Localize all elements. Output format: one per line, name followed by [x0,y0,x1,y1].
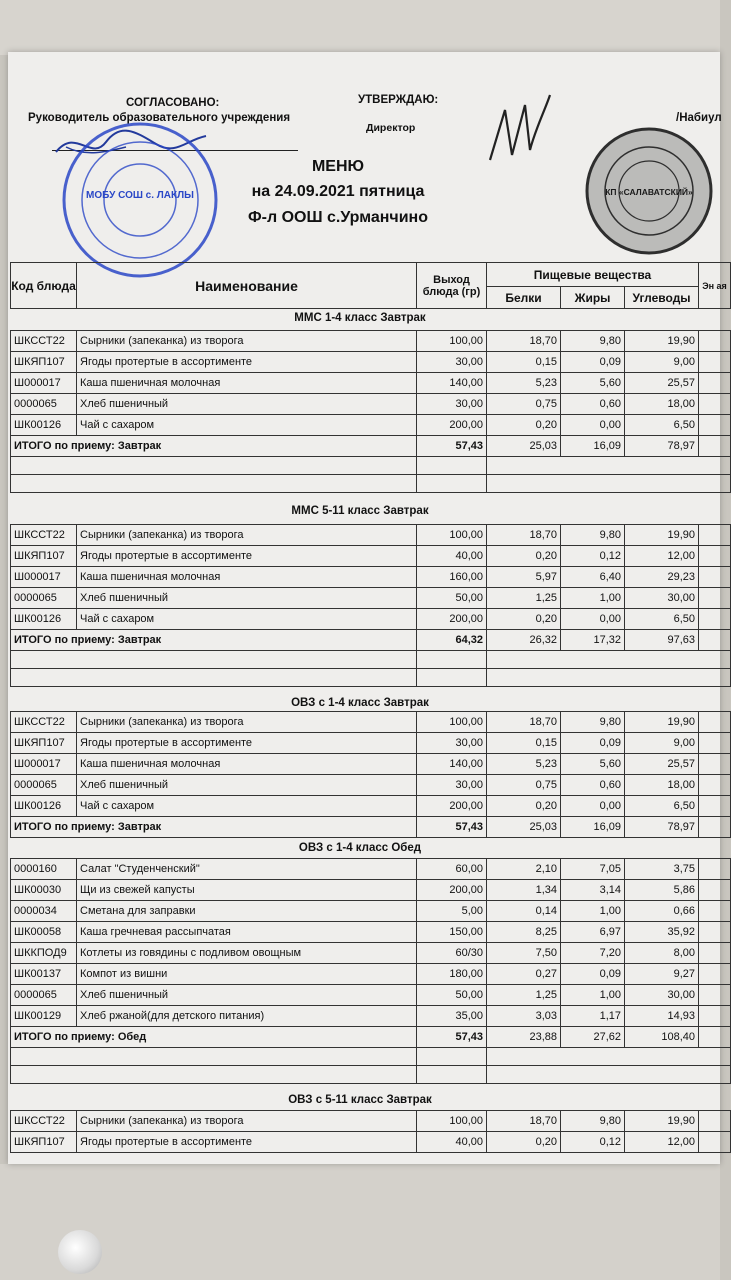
dish-carbs: 18,00 [625,394,699,415]
table-row [11,373,731,394]
dish-fat: 1,17 [561,1006,625,1027]
dish-code: ШКЯП107 [11,546,77,567]
dish-carbs: 9,00 [625,352,699,373]
dish-protein: 0,75 [487,394,561,415]
dish-name: Каша пшеничная молочная [77,373,417,394]
dish-energy [699,1111,731,1132]
total-row [11,817,731,838]
total-protein: 25,03 [487,436,561,457]
dish-fat: 0,00 [561,796,625,817]
dish-carbs: 3,75 [625,859,699,880]
supplier-stamp-text: КП «САЛАВАТСКИЙ» [605,187,693,197]
dish-code: 0000065 [11,588,77,609]
dish-energy [699,733,731,754]
table-row [11,525,731,546]
dish-name: Компот из вишни [77,964,417,985]
dish-code: ШК00126 [11,609,77,630]
total-fat: 27,62 [561,1027,625,1048]
dish-carbs: 6,50 [625,796,699,817]
dish-carbs: 14,93 [625,1006,699,1027]
dish-yield: 50,00 [417,588,487,609]
total-protein: 25,03 [487,817,561,838]
section-title: ОВЗ с 1-4 класс Завтрак [291,697,429,709]
dish-carbs: 18,00 [625,775,699,796]
dish-yield: 200,00 [417,796,487,817]
dish-protein: 3,03 [487,1006,561,1027]
dish-protein: 0,20 [487,415,561,436]
school-stamp-text: МОБУ СОШ с. ЛАКЛЫ [86,190,194,201]
dish-code: Ш000017 [11,754,77,775]
dish-energy [699,754,731,775]
dish-energy [699,609,731,630]
dish-yield: 180,00 [417,964,487,985]
dish-code: ШКЯП107 [11,1132,77,1153]
table-row [11,775,731,796]
dish-carbs: 12,00 [625,546,699,567]
dish-fat: 7,05 [561,859,625,880]
table-row [11,1006,731,1027]
dish-carbs: 30,00 [625,588,699,609]
table-row [11,588,731,609]
approve-name: /Набиул [676,112,722,124]
empty-cell [417,457,487,475]
dish-yield: 160,00 [417,567,487,588]
empty-cell [417,475,487,493]
dish-carbs: 19,90 [625,1111,699,1132]
dish-code: ШКССТ22 [11,331,77,352]
dish-carbs: 0,66 [625,901,699,922]
dish-fat: 1,00 [561,901,625,922]
dish-name: Салат "Студенченский" [77,859,417,880]
dish-code: 0000034 [11,901,77,922]
dish-energy [699,712,731,733]
col-nutrients: Пищевые вещества [487,263,699,287]
dish-energy [699,943,731,964]
col-name: Наименование [77,263,417,309]
table-row [11,712,731,733]
dish-energy [699,1006,731,1027]
title-school: Ф-л ООШ с.Урманчино [247,209,428,226]
menu-table [10,858,731,1084]
dish-fat: 9,80 [561,525,625,546]
dish-protein: 0,75 [487,775,561,796]
dish-name: Сметана для заправки [77,901,417,922]
agreed-label: СОГЛАСОВАНО: [126,97,220,109]
dish-name: Сырники (запеканка) из творога [77,331,417,352]
dish-energy [699,588,731,609]
dish-name: Хлеб пшеничный [77,775,417,796]
dish-fat: 1,00 [561,588,625,609]
dish-code: Ш000017 [11,373,77,394]
dish-code: ШК00129 [11,1006,77,1027]
dish-yield: 40,00 [417,546,487,567]
dish-fat: 0,00 [561,415,625,436]
empty-row [11,651,731,669]
dish-yield: 60/30 [417,943,487,964]
dish-yield: 30,00 [417,775,487,796]
dish-carbs: 29,23 [625,567,699,588]
dish-name: Ягоды протертые в ассортименте [77,733,417,754]
dish-name: Каша пшеничная молочная [77,567,417,588]
dish-protein: 0,20 [487,1132,561,1153]
dish-name: Хлеб пшеничный [77,394,417,415]
dish-protein: 18,70 [487,1111,561,1132]
dish-energy [699,964,731,985]
empty-row [11,475,731,493]
dish-carbs: 12,00 [625,1132,699,1153]
table-row [11,733,731,754]
dish-fat: 6,97 [561,922,625,943]
dish-energy [699,775,731,796]
dish-code: 0000065 [11,394,77,415]
dish-carbs: 19,90 [625,712,699,733]
dish-code: ШК00137 [11,964,77,985]
table-row [11,1111,731,1132]
empty-cell [417,669,487,687]
dish-yield: 30,00 [417,733,487,754]
col-carbs: Углеводы [625,287,699,309]
supplier-stamp [584,126,714,256]
dish-energy [699,901,731,922]
col-energy: Эн ая [699,263,731,309]
table-row [11,901,731,922]
dish-carbs: 8,00 [625,943,699,964]
dish-protein: 5,23 [487,373,561,394]
dish-protein: 0,15 [487,733,561,754]
total-label: ИТОГО по приему: Обед [11,1027,417,1048]
dish-fat: 0,12 [561,1132,625,1153]
col-protein: Белки [487,287,561,309]
dish-carbs: 19,90 [625,525,699,546]
total-row [11,630,731,651]
dish-yield: 60,00 [417,859,487,880]
menu-table [10,1110,731,1153]
dish-yield: 100,00 [417,331,487,352]
menu-table [10,711,731,838]
dish-name: Сырники (запеканка) из творога [77,525,417,546]
dish-name: Хлеб пшеничный [77,985,417,1006]
dish-energy [699,796,731,817]
dish-code: ШКССТ22 [11,1111,77,1132]
dish-name: Ягоды протертые в ассортименте [77,1132,417,1153]
dish-carbs: 30,00 [625,985,699,1006]
approve-label: УТВЕРЖДАЮ: [358,94,439,106]
total-fat: 16,09 [561,436,625,457]
title-menu: МЕНЮ [311,158,365,175]
dish-carbs: 9,00 [625,733,699,754]
total-label: ИТОГО по приему: Завтрак [11,817,417,838]
total-energy [699,630,731,651]
total-row [11,1027,731,1048]
table-row [11,567,731,588]
table-row [11,415,731,436]
dish-yield: 200,00 [417,880,487,901]
col-code: Код блюда [11,263,77,309]
push-pin [58,1230,102,1274]
dish-carbs: 5,86 [625,880,699,901]
dish-protein: 0,20 [487,546,561,567]
dish-protein: 1,25 [487,588,561,609]
dish-yield: 100,00 [417,712,487,733]
dish-fat: 5,60 [561,373,625,394]
dish-yield: 140,00 [417,754,487,775]
dish-energy [699,394,731,415]
dish-protein: 0,20 [487,796,561,817]
dish-carbs: 35,92 [625,922,699,943]
total-row [11,436,731,457]
column-header [10,262,731,309]
empty-cell [487,1048,731,1066]
dish-name: Чай с сахаром [77,415,417,436]
dish-energy [699,1132,731,1153]
dish-energy [699,373,731,394]
total-label: ИТОГО по приему: Завтрак [11,630,417,651]
total-yield: 57,43 [417,1027,487,1048]
dish-fat: 1,00 [561,985,625,1006]
dish-name: Сырники (запеканка) из творога [77,1111,417,1132]
dish-protein: 0,27 [487,964,561,985]
empty-cell [487,1066,731,1084]
dish-name: Каша пшеничная молочная [77,754,417,775]
dish-carbs: 25,57 [625,373,699,394]
empty-cell [11,475,417,493]
dish-carbs: 9,27 [625,964,699,985]
dish-carbs: 6,50 [625,609,699,630]
dish-code: Ш000017 [11,567,77,588]
school-stamp-icon [60,120,220,280]
table-row [11,394,731,415]
empty-cell [11,1048,417,1066]
dish-fat: 0,00 [561,609,625,630]
dish-name: Чай с сахаром [77,609,417,630]
empty-row [11,457,731,475]
dish-carbs: 25,57 [625,754,699,775]
empty-cell [417,651,487,669]
table-row [11,880,731,901]
dish-protein: 0,20 [487,609,561,630]
dish-yield: 40,00 [417,1132,487,1153]
title-date: на 24.09.2021 пятница [251,183,425,200]
background-top [0,0,720,55]
empty-cell [11,1066,417,1084]
total-carbs: 78,97 [625,817,699,838]
empty-cell [11,651,417,669]
dish-fat: 9,80 [561,1111,625,1132]
director-signature-icon [480,90,560,180]
total-label: ИТОГО по приему: Завтрак [11,436,417,457]
table-row [11,331,731,352]
dish-fat: 0,12 [561,546,625,567]
dish-code: ШК00058 [11,922,77,943]
total-fat: 17,32 [561,630,625,651]
dish-yield: 50,00 [417,985,487,1006]
table-row [11,754,731,775]
dish-energy [699,352,731,373]
dish-energy [699,546,731,567]
dish-code: ШКЯП107 [11,352,77,373]
empty-cell [487,651,731,669]
dish-yield: 100,00 [417,525,487,546]
empty-row [11,669,731,687]
total-protein: 23,88 [487,1027,561,1048]
section-title: ММС 1-4 класс Завтрак [294,312,426,324]
total-carbs: 97,63 [625,630,699,651]
dish-fat: 6,40 [561,567,625,588]
dish-fat: 9,80 [561,331,625,352]
empty-cell [11,457,417,475]
dish-fat: 5,60 [561,754,625,775]
dish-protein: 18,70 [487,331,561,352]
dish-code: ШК00030 [11,880,77,901]
dish-protein: 18,70 [487,525,561,546]
empty-row [11,1066,731,1084]
col-fat: Жиры [561,287,625,309]
school-stamp [60,120,220,280]
total-fat: 16,09 [561,817,625,838]
dish-protein: 1,25 [487,985,561,1006]
dish-protein: 1,34 [487,880,561,901]
total-yield: 57,43 [417,817,487,838]
dish-name: Котлеты из говядины с подливом овощным [77,943,417,964]
dish-yield: 150,00 [417,922,487,943]
dish-name: Ягоды протертые в ассортименте [77,352,417,373]
dish-code: ШККПОД9 [11,943,77,964]
table-row [11,943,731,964]
dish-name: Чай с сахаром [77,796,417,817]
dish-energy [699,922,731,943]
background-wall [0,1164,720,1280]
dish-code: ШК00126 [11,415,77,436]
dish-protein: 5,23 [487,754,561,775]
empty-cell [417,1066,487,1084]
table-row [11,922,731,943]
dish-name: Хлеб пшеничный [77,588,417,609]
dish-energy [699,525,731,546]
total-energy [699,436,731,457]
dish-yield: 200,00 [417,609,487,630]
total-yield: 57,43 [417,436,487,457]
dish-fat: 9,80 [561,712,625,733]
dish-name: Каша гречневая рассыпчатая [77,922,417,943]
dish-protein: 18,70 [487,712,561,733]
agreed-role: Руководитель образовательного учреждения [28,112,291,124]
dish-code: 0000065 [11,985,77,1006]
dish-energy [699,880,731,901]
section-title: ОВЗ с 5-11 класс Завтрак [288,1094,432,1106]
table-row [11,546,731,567]
empty-cell [11,669,417,687]
table-row [11,985,731,1006]
section-title: ММС 5-11 класс Завтрак [291,505,429,517]
dish-fat: 0,09 [561,964,625,985]
empty-cell [487,457,731,475]
dish-name: Щи из свежей капусты [77,880,417,901]
total-carbs: 108,40 [625,1027,699,1048]
dish-fat: 0,09 [561,733,625,754]
approve-role: Директор [366,122,416,134]
dish-code: 0000160 [11,859,77,880]
dish-yield: 100,00 [417,1111,487,1132]
dish-energy [699,859,731,880]
dish-yield: 200,00 [417,415,487,436]
empty-cell [487,669,731,687]
supplier-stamp-icon [584,126,714,256]
total-energy [699,817,731,838]
dish-carbs: 6,50 [625,415,699,436]
table-row [11,796,731,817]
dish-fat: 0,60 [561,394,625,415]
dish-carbs: 19,90 [625,331,699,352]
dish-protein: 0,15 [487,352,561,373]
col-yield: Выход блюда (гр) [417,263,487,309]
dish-yield: 35,00 [417,1006,487,1027]
dish-protein: 0,14 [487,901,561,922]
dish-code: ШКССТ22 [11,525,77,546]
dish-yield: 5,00 [417,901,487,922]
dish-code: 0000065 [11,775,77,796]
dish-energy [699,567,731,588]
dish-protein: 8,25 [487,922,561,943]
dish-energy [699,331,731,352]
empty-cell [417,1048,487,1066]
table-row [11,352,731,373]
dish-code: ШКЯП107 [11,733,77,754]
dish-name: Сырники (запеканка) из творога [77,712,417,733]
total-yield: 64,32 [417,630,487,651]
dish-protein: 2,10 [487,859,561,880]
menu-table [10,524,731,687]
empty-row [11,1048,731,1066]
dish-energy [699,985,731,1006]
dish-yield: 30,00 [417,394,487,415]
dish-code: ШК00126 [11,796,77,817]
section-title: ОВЗ с 1-4 класс Обед [298,842,422,854]
dish-yield: 30,00 [417,352,487,373]
dish-fat: 3,14 [561,880,625,901]
dish-protein: 5,97 [487,567,561,588]
table-row [11,859,731,880]
dish-protein: 7,50 [487,943,561,964]
table-row [11,1132,731,1153]
dish-name: Ягоды протертые в ассортименте [77,546,417,567]
dish-fat: 0,60 [561,775,625,796]
table-row [11,964,731,985]
dish-energy [699,415,731,436]
total-energy [699,1027,731,1048]
total-protein: 26,32 [487,630,561,651]
dish-fat: 7,20 [561,943,625,964]
dish-name: Хлеб ржаной(для детского питания) [77,1006,417,1027]
total-carbs: 78,97 [625,436,699,457]
dish-yield: 140,00 [417,373,487,394]
dish-fat: 0,09 [561,352,625,373]
dish-code: ШКССТ22 [11,712,77,733]
empty-cell [487,475,731,493]
table-row [11,609,731,630]
menu-table [10,330,731,493]
